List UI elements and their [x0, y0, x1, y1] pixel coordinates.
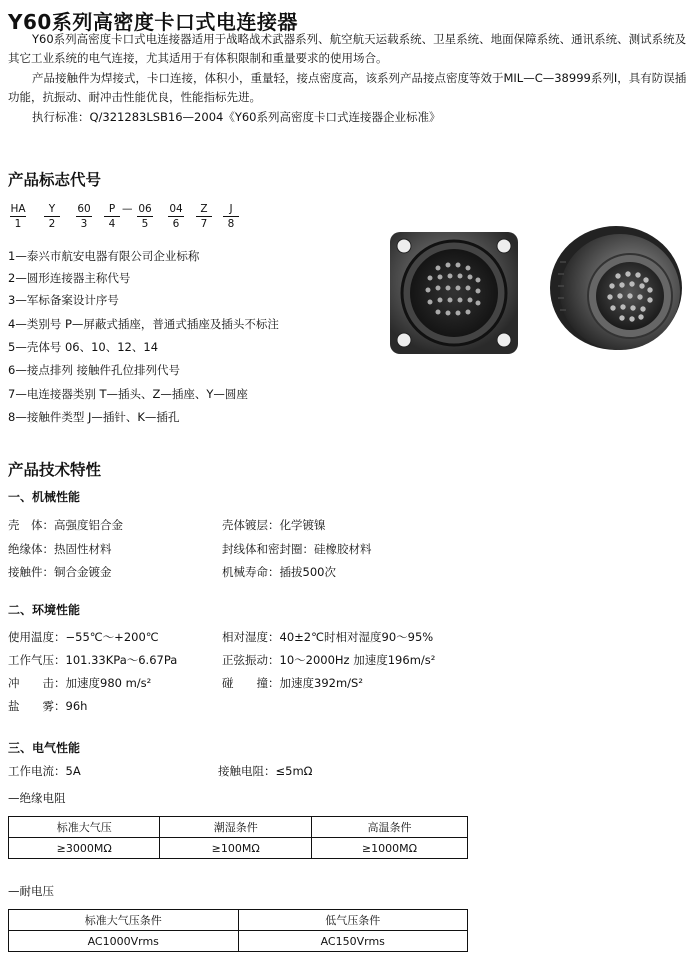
- env-spec: 盐 雾：96h: [8, 699, 88, 713]
- code-heading: 产品标志代号: [8, 171, 102, 189]
- page-title: Y60系列高密度卡口式电连接器: [8, 10, 298, 34]
- voltage-heading: —耐电压: [8, 884, 54, 898]
- legend-item: 4—类别号 P—屏蔽式插座，普通式插座及插头不标注: [8, 317, 279, 331]
- env-spec: 使用温度：−55℃～+200℃: [8, 630, 159, 644]
- table-cell: ≥3000MΩ: [9, 838, 160, 859]
- intro-paragraph-3: 执行标准：Q/321283LSB16—2004《Y60系列高密度卡口式连接器企业标准》: [32, 110, 441, 124]
- table-cell: AC150Vrms: [238, 931, 468, 952]
- mech-spec: 封线体和密封圈：硅橡胶材料: [222, 542, 372, 556]
- mech-spec: 接触件：铜合金镀金: [8, 565, 112, 579]
- mech-spec: 壳体镀层：化学镀镍: [222, 518, 326, 532]
- legend-item: 7—电连接器类别 T—插头、Z—插座、Y—圆座: [8, 387, 248, 401]
- env-spec: 碰 撞：加速度392m/S²: [222, 676, 363, 690]
- legend-item: 3—军标备案设计序号: [8, 293, 119, 307]
- table-header: 标准大气压条件: [9, 910, 239, 931]
- insulation-heading: —绝缘电阻: [8, 791, 66, 805]
- legend-item: 5—壳体号 06、10、12、14: [8, 340, 159, 354]
- plug-connector-image: [546, 222, 694, 360]
- table-header: 潮湿条件: [160, 817, 311, 838]
- legend-item: 6—接点排列 接触件孔位排列代号: [8, 363, 180, 377]
- env-spec: 工作气压：101.33KPa～6.67Pa: [8, 653, 178, 667]
- table-cell: ≥100MΩ: [160, 838, 311, 859]
- withstand-voltage-table: [8, 909, 468, 952]
- mech-heading: 一、机械性能: [8, 490, 81, 504]
- code-item: HA 1: [10, 203, 26, 230]
- table-row: [9, 817, 468, 838]
- env-spec: 正弦振动：10～2000Hz 加速度196m/s²: [222, 653, 436, 667]
- code-dash: —: [122, 203, 133, 215]
- legend-item: 2—圆形连接器主称代号: [8, 271, 131, 285]
- table-row: [9, 931, 468, 952]
- receptacle-connector-image: [388, 230, 520, 356]
- mech-spec: 绝缘体：热固性材料: [8, 542, 112, 556]
- code-item: P 4: [104, 203, 120, 230]
- table-header: 高温条件: [311, 817, 467, 838]
- mech-spec: 壳 体：高强度铝合金: [8, 518, 123, 532]
- code-item: Z 7: [196, 203, 212, 230]
- table-row: [9, 910, 468, 931]
- code-item: 04 6: [169, 203, 183, 230]
- env-spec: 冲 击：加速度980 m/s²: [8, 676, 152, 690]
- table-header: 低气压条件: [238, 910, 468, 931]
- env-spec: 相对湿度：40±2℃时相对湿度90～95%: [222, 630, 434, 644]
- elec-heading: 三、电气性能: [8, 741, 81, 755]
- mech-spec: 机械寿命：插拔500次: [222, 565, 336, 579]
- code-item: J 8: [223, 203, 239, 230]
- contact-resistance: 接触电阻：≤5mΩ: [218, 764, 313, 778]
- code-item: Y 2: [44, 203, 60, 230]
- intro-paragraph-1: Y60系列高密度卡口式电连接器适用于战略战术武器系列、航空航天运载系统、卫星系统、地面保障系统、通讯系统、测试系统及其它工业系统的电气连接，尤其适用于有体积限制和重量要求的使用场合。: [8, 32, 687, 65]
- legend-item: 1—泰兴市航安电器有限公司企业标称: [8, 249, 200, 263]
- code-item: 06 5: [138, 203, 152, 230]
- insulation-table: [8, 816, 468, 859]
- env-heading: 二、环境性能: [8, 603, 81, 617]
- table-cell: ≥1000MΩ: [311, 838, 467, 859]
- intro-paragraph-2: 产品接触件为焊接式，卡口连接，体积小，重量轻，接点密度高，该系列产品接点密度等效于MIL—C—38999系列Ⅰ，具有防误插功能，抗振动、耐冲击性能优良，性能指标先进。: [8, 71, 687, 104]
- table-cell: AC1000Vrms: [9, 931, 239, 952]
- code-item: 60 3: [77, 203, 91, 230]
- table-header: 标准大气压: [9, 817, 160, 838]
- legend-item: 8—接触件类型 J—插针、K—插孔: [8, 410, 180, 424]
- working-current: 工作电流：5A: [8, 764, 81, 778]
- tech-heading: 产品技术特性: [8, 461, 102, 479]
- table-row: [9, 838, 468, 859]
